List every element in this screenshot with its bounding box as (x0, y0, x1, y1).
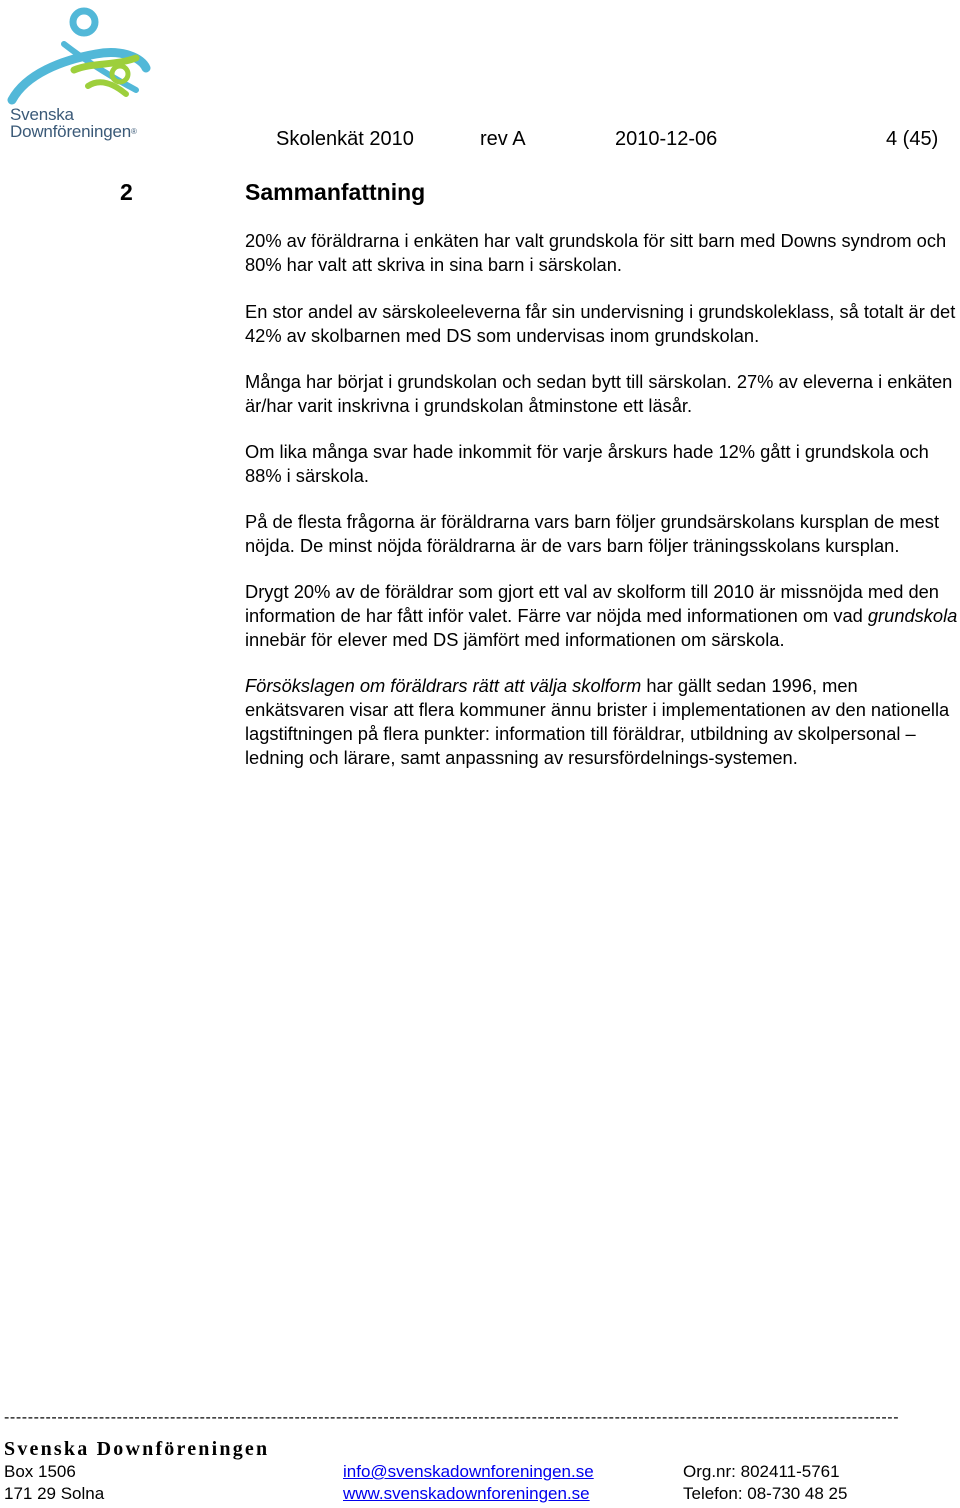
logo-text-line2 (10, 123, 137, 140)
section-title: Sammanfattning (245, 179, 426, 205)
footer-organization-name: Svenska Downföreningen (4, 1438, 270, 1460)
paragraph-7 (245, 674, 959, 770)
section-number: 2 (120, 179, 133, 205)
footer-divider: ------------------------------------------------------------------------------------------------------------------------------------------------------- (4, 1410, 900, 1426)
footer-phone: Telefon: 08-730 48 25 (683, 1484, 848, 1503)
footer-email-link[interactable]: info@svenskadownforeningen.se (343, 1462, 594, 1481)
paragraph-7-part-b: har gällt sedan 1996, men enkätsvaren visar att flera kommuner ännu brister i implementationen av den nationella lagstiftningen på flera punkter: information till föräldrar, utbildning av skolpersonal – ledning och lärare, samt anpassning av resursfördelnings-systemen. (245, 675, 950, 768)
logo-figure-icon (4, 4, 154, 108)
header-date: 2010-12-06 (615, 128, 718, 150)
logo-text-line2-label: Downföreningen (10, 122, 132, 141)
footer-address-line1: Box 1506 (4, 1462, 76, 1481)
summary-body (245, 229, 959, 792)
header-page-number: 4 (45) (886, 128, 939, 150)
paragraph-6 (245, 580, 959, 652)
logo-text-line1: Svenska (10, 105, 74, 124)
header-document-title: Skolenkät 2010 (276, 128, 414, 150)
paragraph-4: Om lika många svar hade inkommit för varje årskurs hade 12% gått i grundskola och 88% i särskola. (245, 441, 929, 486)
header-revision: rev A (480, 128, 526, 150)
footer-org-number: Org.nr: 802411-5761 (683, 1462, 840, 1481)
paragraph-6-part-a: Drygt 20% av de föräldrar som gjort ett val av skolform till 2010 är missnöjda med den information de har fått inför valet. Färre var nöjda med informationen om vad (245, 581, 939, 626)
logo-registered-mark: ® (131, 127, 137, 136)
footer-address-line2: 171 29 Solna (4, 1484, 105, 1503)
footer-website-link[interactable]: www.svenskadownforeningen.se (343, 1484, 590, 1503)
paragraph-6-part-c: innebär för elever med DS jämfört med informationen om särskola. (245, 629, 785, 650)
paragraph-2: En stor andel av särskoleeleverna får sin undervisning i grundskoleklass, så totalt är det 42% av skolbarnen med DS som undervisas inom grundskolan. (245, 301, 956, 346)
organization-logo (4, 4, 154, 144)
paragraph-7-emphasis: Försökslagen om föräldrars rätt att välja skolform (245, 675, 642, 696)
paragraph-5: På de flesta frågorna är föräldrarna vars barn följer grundsärskolans kursplan de mest nöjda. De minst nöjda föräldrarna är de vars barn följer träningsskolans kursplan. (245, 511, 940, 556)
paragraph-1: 20% av föräldrarna i enkäten har valt grundskola för sitt barn med Downs syndrom och 80% har valt att skriva in sina barn i särskolan. (245, 230, 947, 275)
paragraph-3: Många har börjat i grundskolan och sedan bytt till särskolan. 27% av eleverna i enkäten är/har varit inskrivna i grundskolan åtminstone ett läsår. (245, 371, 953, 416)
paragraph-6-emphasis: grundskola (867, 605, 958, 626)
